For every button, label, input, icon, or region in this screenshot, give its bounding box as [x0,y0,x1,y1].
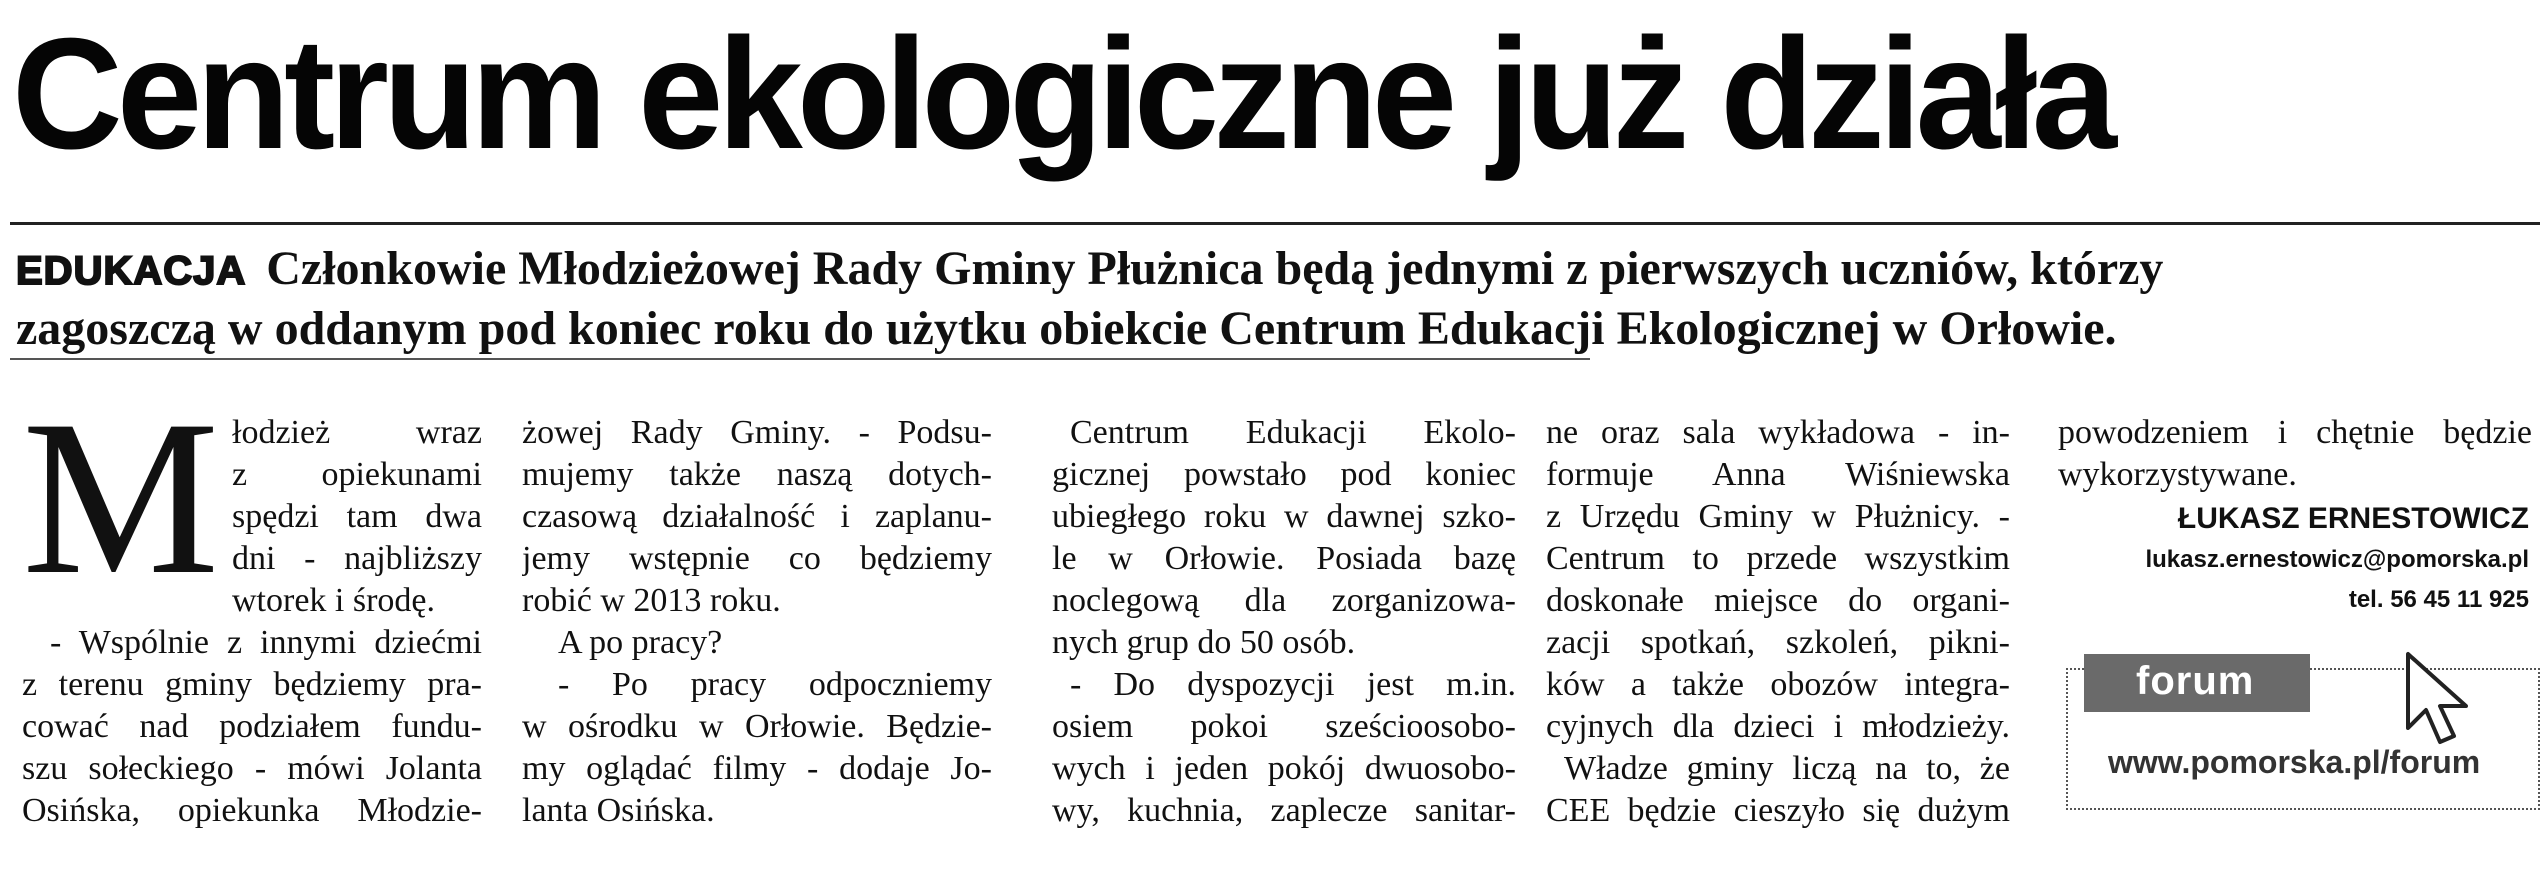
col4-line: Władze gminy liczą na to, że [1564,750,2010,787]
col3-line: le w Orłowie. Posiada bazę [1052,540,1516,577]
col2-line: my oglądać filmy - dodaje Jo- [522,750,992,787]
col1-line: łodzież wraz [232,414,482,451]
article-column-1 [22,412,482,832]
article-column-2 [522,412,992,832]
col3-line: ubiegłego roku w dawnej szko- [1052,498,1516,535]
col1-line: Osińska, opiekunka Młodzie- [22,792,482,829]
forum-url[interactable]: www.pomorska.pl/forum [2108,744,2481,780]
lead-text-1: Członkowie Młodzieżowej Rady Gminy Płużnica będą jednymi z pierwszych uczniów, którzy [266,242,2164,295]
forum-tab[interactable]: forum [2084,654,2310,712]
col3-line: wy, kuchnia, zaplecze sanitar- [1052,792,1516,829]
article-column-3 [1052,412,1516,832]
col4-line: ków a także obozów integra- [1546,666,2010,703]
col3-line: noclegową dla zorganizowa- [1052,582,1516,619]
col1-line: - Wspólnie z innymi dziećmi [50,624,482,661]
col4-line: zacji spotkań, szkoleń, pikni- [1546,624,2010,661]
col2-line: robić w 2013 roku. [522,582,781,619]
col3-line: gicznej powstało pod koniec [1052,456,1516,493]
col4-line: doskonałe miejsce do organi- [1546,582,2010,619]
col4-line: formuje Anna Wiśniewska [1546,456,2010,493]
headline-rule [10,222,2540,225]
cursor-arrow-icon [2400,650,2490,750]
lead-rule [10,358,1590,360]
lead-line-2: zagoszczą w oddanym pod koniec roku do użytku obiekcie Centrum Edukacji Ekologicznej w Orłowie. [16,302,2117,355]
col4-line: z Urzędu Gminy w Płużnicy. - [1546,498,2010,535]
lead-line-1 [16,240,2536,300]
col2-line: jemy wstępnie co będziemy [522,540,992,577]
byline-email: lukasz.ernestowicz@pomorska.pl [2145,546,2529,573]
col5-line: powodzeniem i chętnie będzie [2058,414,2532,451]
col2-line: lanta Osińska. [522,792,715,829]
col5-line: wykorzystywane. [2058,456,2297,493]
col1-line: szu sołeckiego - mówi Jolanta [22,750,482,787]
article-column-4 [1546,412,2010,832]
col2-line: czasową działalność i zaplanu- [522,498,992,535]
col4-line: cyjnych dla dzieci i młodzieży. [1546,708,2010,745]
col1-line: z terenu gminy będziemy pra- [22,666,482,703]
col2-line: mujemy także naszą dotych- [522,456,992,493]
headline: Centrum ekologiczne już działa [12,6,2112,182]
col3-line: wych i jeden pokój dwuosobo- [1052,750,1516,787]
byline-author: ŁUKASZ ERNESTOWICZ [2177,502,2529,535]
col2-line: - Po pracy odpoczniemy [558,666,992,703]
col1-line: z opiekunami [232,456,482,493]
col2-line: A po pracy? [558,624,723,661]
article-column-5 [2058,412,2532,496]
drop-cap: M [22,375,220,621]
col2-line: żowej Rady Gminy. - Podsu- [522,414,992,451]
col4-line: ne oraz sala wykładowa - in- [1546,414,2010,451]
col4-line: Centrum to przede wszystkim [1546,540,2010,577]
col1-line: dni - najbliższy [232,540,482,577]
col3-line: - Do dyspozycji jest m.in. [1070,666,1516,703]
col2-line: w ośrodku w Orłowie. Będzie- [522,708,992,745]
byline-phone: tel. 56 45 11 925 [2348,586,2529,613]
col3-line: nych grup do 50 osób. [1052,624,1356,661]
col1-line: wtorek i środę. [232,582,436,619]
col3-line: osiem pokoi sześcioosobo- [1052,708,1516,745]
lead-paragraph [16,240,2536,358]
section-kicker: EDUKACJA [16,249,247,293]
col4-line: CEE będzie cieszyło się dużym [1546,792,2010,829]
col1-line: cować nad podziałem fundu- [22,708,482,745]
col3-line: Centrum Edukacji Ekolo- [1070,414,1516,451]
col1-line: spędzi tam dwa [232,498,482,535]
